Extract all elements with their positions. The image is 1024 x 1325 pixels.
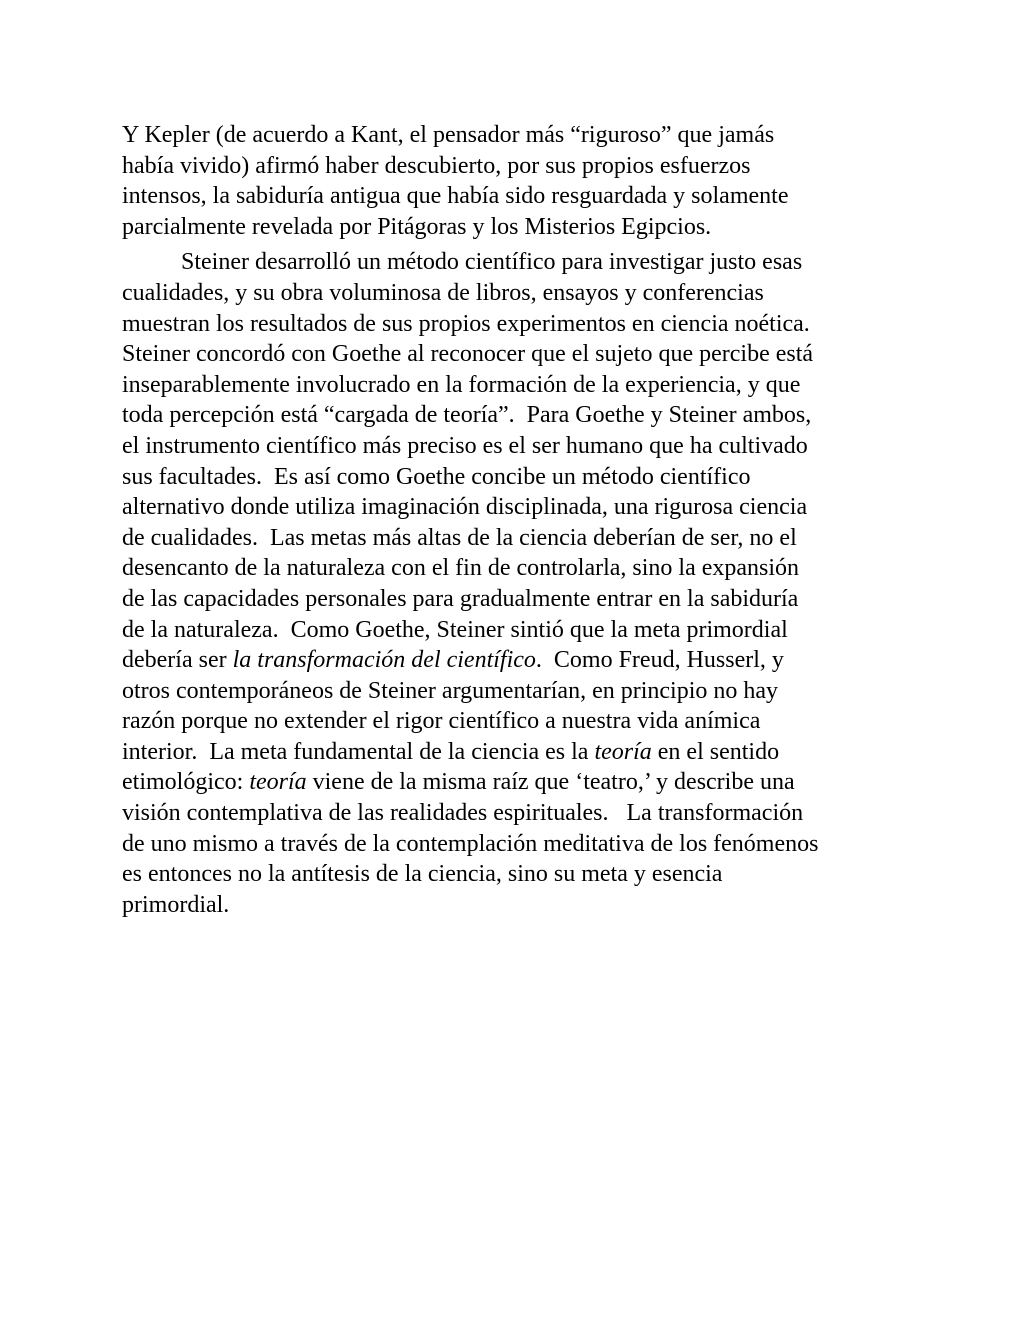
text-line [122, 645, 912, 676]
text-segment: primordial. [122, 891, 230, 918]
text-segment: de las capacidades personales para gradualmente entrar en la sabiduría [122, 585, 799, 612]
text-segment: Y Kepler (de acuerdo a Kant, el pensador más “riguroso” que jamás [122, 122, 775, 148]
text-line [122, 676, 912, 707]
text-line [122, 523, 912, 554]
text-line [122, 829, 912, 860]
text-line [122, 339, 912, 370]
text-line [122, 212, 912, 243]
text-line [122, 492, 912, 523]
text-segment: en el sentido [651, 738, 780, 765]
text-segment: muestran los resultados de sus propios experimentos en ciencia noética. [122, 310, 810, 337]
text-line [122, 309, 912, 340]
text-segment: de uno mismo a través de la contemplación meditativa de los fenómenos [122, 830, 819, 857]
text-line [122, 400, 912, 431]
text-segment: parcialmente revelada por Pitágoras y los Misterios Egipcios. [122, 213, 712, 240]
text-segment: razón porque no extender el rigor científico a nuestra vida anímica [122, 708, 761, 735]
text-segment: debería ser [122, 647, 233, 674]
text-segment: de la naturaleza. Como Goethe, Steiner sintió que la meta primordial [122, 616, 788, 643]
text-line [122, 278, 912, 309]
text-line [122, 120, 912, 151]
text-segment: Steiner desarrolló un método científico para investigar justo esas [181, 249, 803, 276]
italic-text: la transformación del científico [232, 647, 536, 674]
text-line [122, 247, 912, 278]
text-line [122, 767, 912, 798]
text-segment: sus facultades. Es así como Goethe concibe un método científico [122, 463, 751, 490]
text-line [122, 181, 912, 212]
text-segment: visión contemplativa de las realidades espirituales. La transformación [122, 800, 804, 827]
text-line [122, 798, 912, 829]
text-line [122, 615, 912, 646]
italic-text: teoría [594, 738, 652, 765]
text-segment: el instrumento científico más preciso es el ser humano que ha cultivado [122, 432, 808, 459]
text-segment: toda percepción está “cargada de teoría”. Para Goethe y Steiner ambos, [122, 402, 812, 429]
text-segment: inseparablemente involucrado en la formación de la experiencia, y que [122, 371, 801, 398]
text-line [122, 151, 912, 182]
document-page [122, 120, 912, 920]
text-segment: había vivido) afirmó haber descubierto, por sus propios esfuerzos [122, 152, 751, 179]
text-line [122, 431, 912, 462]
text-segment: intensos, la sabiduría antigua que había sido resguardada y solamente [122, 183, 789, 210]
body-paragraph [122, 120, 912, 242]
text-segment: otros contemporáneos de Steiner argumentarían, en principio no hay [122, 677, 779, 704]
text-segment: es entonces no la antítesis de la ciencia, sino su meta y esencia [122, 861, 723, 888]
text-line [122, 584, 912, 615]
text-line [122, 890, 912, 921]
text-line [122, 706, 912, 737]
body-paragraph [122, 247, 912, 920]
text-line [122, 859, 912, 890]
text-segment: interior. La meta fundamental de la ciencia es la [122, 738, 595, 765]
text-segment: . Como Freud, Husserl, y [535, 647, 784, 674]
italic-text: teoría [249, 769, 307, 796]
text-line [122, 462, 912, 493]
text-segment: cualidades, y su obra voluminosa de libros, ensayos y conferencias [122, 279, 764, 306]
text-line [122, 370, 912, 401]
text-segment: etimológico: [122, 769, 250, 796]
text-segment: alternativo donde utiliza imaginación disciplinada, una rigurosa ciencia [122, 494, 808, 521]
text-segment: viene de la misma raíz que ‘teatro,’ y describe una [306, 769, 795, 796]
text-line [122, 737, 912, 768]
text-segment: de cualidades. Las metas más altas de la ciencia deberían de ser, no el [122, 524, 797, 551]
text-segment: desencanto de la naturaleza con el fin de controlarla, sino la expansión [122, 555, 800, 582]
text-segment: Steiner concordó con Goethe al reconocer que el sujeto que percibe está [122, 341, 814, 368]
text-line [122, 553, 912, 584]
